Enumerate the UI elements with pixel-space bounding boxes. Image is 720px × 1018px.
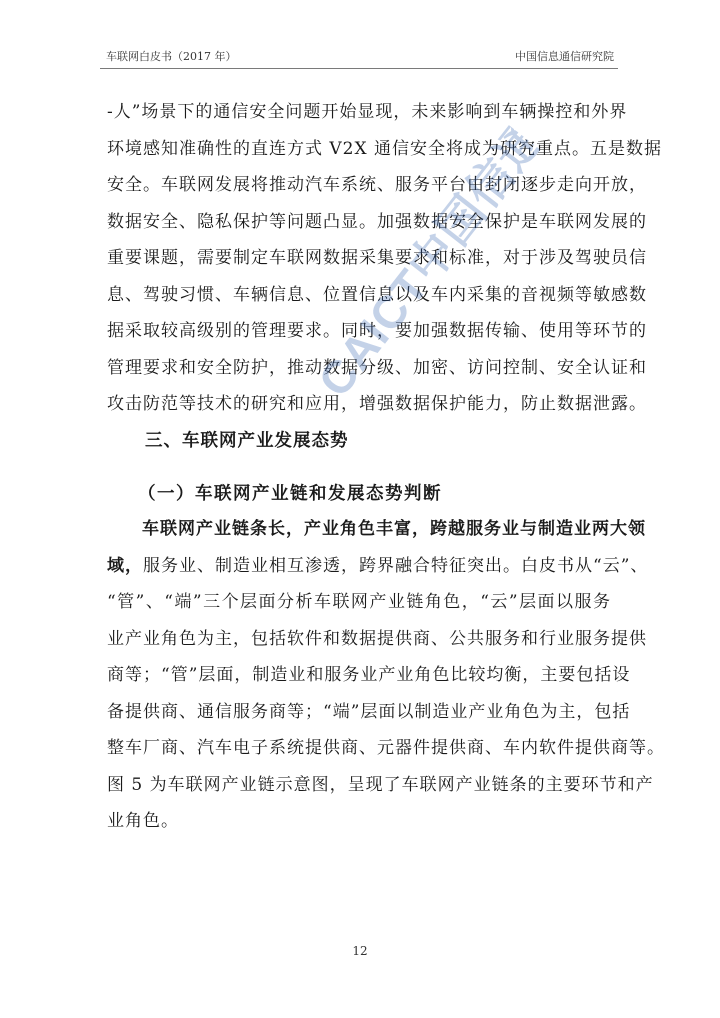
text-line: 业产业角色为主，包括软件和数据提供商、公共服务和行业服务提供	[107, 628, 647, 649]
text-line: 安全。车联网发展将推动汽车系统、服务平台由封闭逐步走向开放，	[107, 175, 647, 195]
page-number: 12	[352, 944, 368, 958]
paragraph-industry-chain	[107, 511, 665, 840]
text-line: 商等；“管”层面，制造业和服务业产业角色比较均衡，主要包括设	[107, 665, 631, 685]
text-line: 备提供商、通信服务商等；“端”层面以制造业产业角色为主，包括	[107, 701, 631, 722]
text-line: 图 5 为车联网产业链示意图，呈现了车联网产业链条的主要环节和产	[107, 774, 654, 795]
text-line: 管理要求和安全防护，推动数据分级、加密、访问控制、安全认证和	[107, 357, 647, 378]
header-title: 车联网白皮书（2017 年）	[106, 50, 237, 63]
running-header	[100, 48, 618, 69]
section-heading: 三、车联网产业发展态势	[145, 431, 349, 451]
svg-text:CAICT中国信通院: CAICT中国信通院	[307, 115, 553, 407]
text-line: 数据安全、隐私保护等问题凸显。加强数据安全保护是车联网发展的	[107, 211, 647, 232]
paragraph-data-security	[107, 94, 663, 423]
text-line-bold: 车联网产业链条长，产业角色丰富，跨越服务业与制造业两大领	[142, 519, 646, 539]
text-line: 整车厂商、汽车电子系统提供商、元器件提供商、车内软件提供商等。	[107, 738, 665, 758]
text-line: -人”场景下的通信安全问题开始显现，未来影响到车辆操控和外界	[107, 102, 628, 122]
text-line: 重要课题，需要制定车联网数据采集要求和标准，对于涉及驾驶员信	[107, 248, 647, 268]
text-line: “管”、“端”三个层面分析车联网产业链角色，“云”层面以服务	[107, 592, 611, 612]
text-line	[107, 548, 649, 585]
bold-lead-tail: 域，	[107, 555, 143, 576]
text-line: 据采取较高级别的管理要求。同时，要加强数据传输、使用等环节的	[107, 321, 647, 341]
text-line: 息、驾驶习惯、车辆信息、位置信息以及车内采集的音视频等敏感数	[107, 284, 647, 305]
text-line: 攻击防范等技术的研究和应用，增强数据保护能力，防止数据泄露。	[107, 394, 647, 414]
sub-heading: （一）车联网产业链和发展态势判断	[138, 484, 442, 504]
text-line: 业角色。	[107, 811, 179, 831]
header-organization: 中国信息通信研究院	[515, 50, 614, 63]
text-line: 环境感知准确性的直连方式 V2X 通信安全将成为研究重点。五是数据	[107, 138, 663, 159]
text-line-rest: 服务业、制造业相互渗透，跨界融合特征突出。白皮书从“云”、	[143, 555, 649, 576]
